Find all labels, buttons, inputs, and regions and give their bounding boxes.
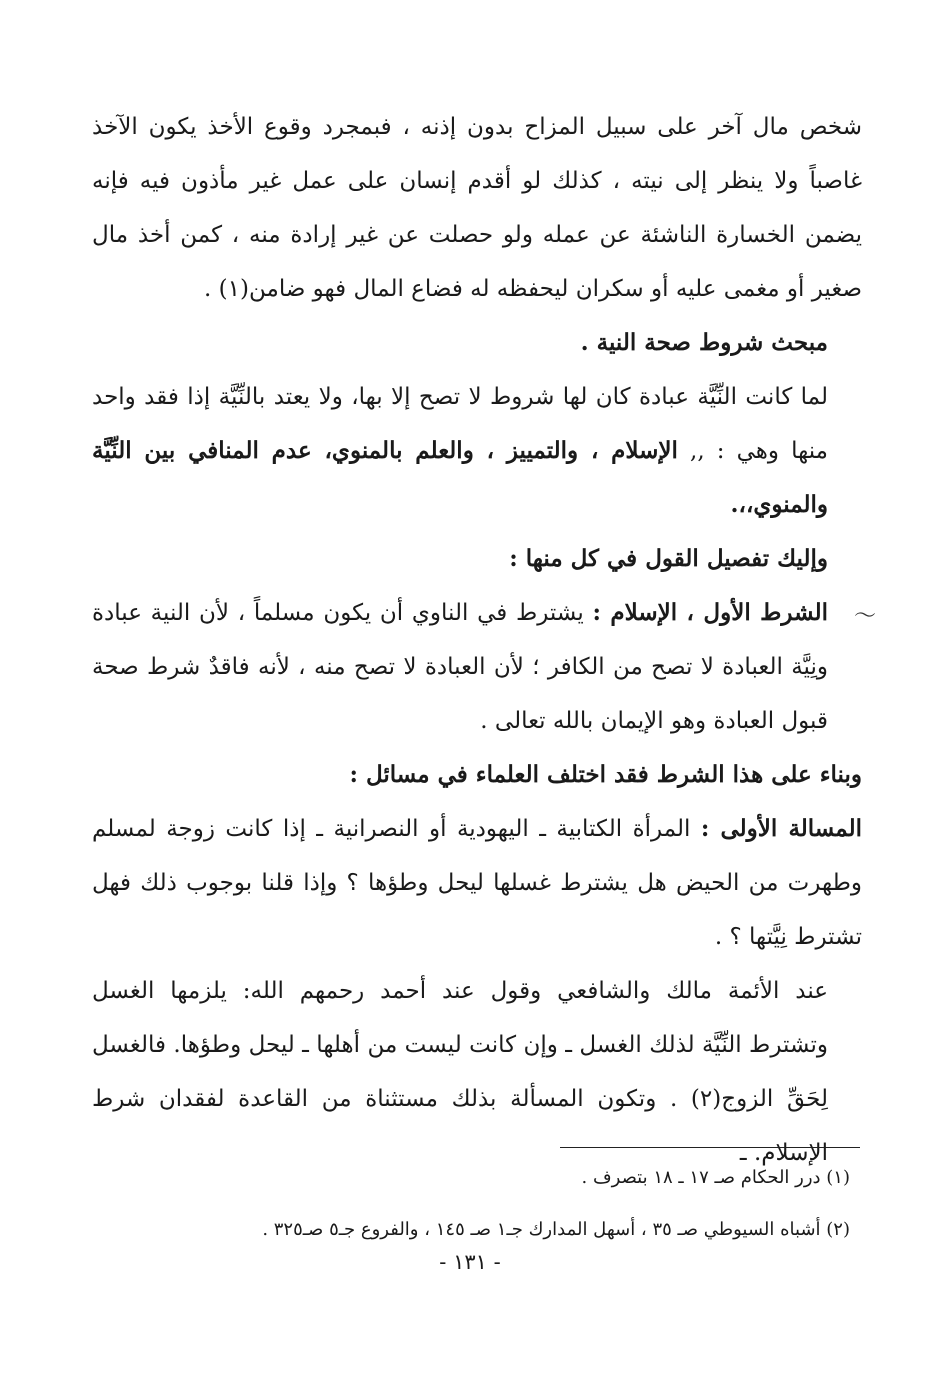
first-condition-body: يشترط في الناوي أن يكون مسلماً ، لأن النية عبادة ونِيَّة العبادة لا تصح من الكافر ؛ لأن العبادة لا تصح منه ، لأنه فاقدٌ شرط صحة قبول العبادة وهو الإيمان بالله تعالى . xyxy=(92,600,828,734)
section-heading: مبحث شروط صحة النية . xyxy=(580,329,828,356)
footnotes xyxy=(92,1152,862,1256)
imams-paragraph: عند الأئمة مالك والشافعي وقول عند أحمد رحمهم الله: يلزمها الغسل وتشترط النِّيَّة لذلك الغسل ـ وإن كانت ليست من أهلها ـ ليحل وطؤها. فالغسل لِحَقِّ الزوج(٢) . وتكون المسألة بذلك مستثناة من القاعدة لفقدان شرط الإسلام. ـ xyxy=(92,978,828,1166)
conditions-paragraph xyxy=(92,370,862,532)
disagreement-heading: وبناء على هذا الشرط فقد اختلف العلماء في مسائل : xyxy=(349,761,862,788)
first-issue-title: المسالة الأولى : xyxy=(700,815,863,842)
margin-annotation-mark: 〜 xyxy=(853,604,876,629)
main-text xyxy=(92,100,876,1180)
conditions-list: الإسلام ، والتمييز ، والعلم بالمنوي، عدم المنافي بين النِّيَّة والمنوي،،. xyxy=(92,437,828,518)
footnote-1: (١) درر الحكام صـ ١٧ ـ ١٨ بتصرف . xyxy=(581,1167,850,1188)
first-condition-paragraph xyxy=(92,586,876,748)
footnote-divider xyxy=(560,1147,860,1148)
conditions-intro: لما كانت النِّيَّة عبادة كان لها شروط لا تصح إلا بها، ولا يعتد بالنِّيَّة إذا فقد واحد منها وهي : ,, xyxy=(92,384,828,464)
detail-heading: وإليك تفصيل القول في كل منها : xyxy=(509,545,828,572)
first-condition-title: الشرط الأول ، الإسلام : xyxy=(592,599,828,626)
footnote-2: (٢) أشباه السيوطي صـ ٣٥ ، أسهل المدارك جـ١ صـ ١٤٥ ، والفروع جـ٥ صـ٣٢٥ . xyxy=(262,1219,850,1240)
first-issue-paragraph xyxy=(92,802,862,964)
page-number: - ١٣١ - xyxy=(439,1250,501,1274)
opening-paragraph: شخص مال آخر على سبيل المزاح بدون إذنه ، فبمجرد وقوع الأخذ يكون الآخذ غاصباً ولا ينظر إلى نيته ، كذلك لو أقدم إنسان على عمل غير مأذون فيه فإنه يضمن الخسارة الناشئة عن عمله ولو حصلت عن غير إرادة منه ، كمن أخذ مال صغير أو مغمى عليه أو سكران ليحفظه له فضاع المال فهو ضامن(١) . xyxy=(92,114,862,302)
first-issue-body: المرأة الكتابية ـ اليهودية أو النصرانية ـ إذا كانت زوجة لمسلم وطهرت من الحيض هل يشترط غسلها ليحل وطؤها ؟ وإذا قلنا بوجوب ذلك فهل تشترط نِيَّتها ؟ . xyxy=(92,816,862,950)
